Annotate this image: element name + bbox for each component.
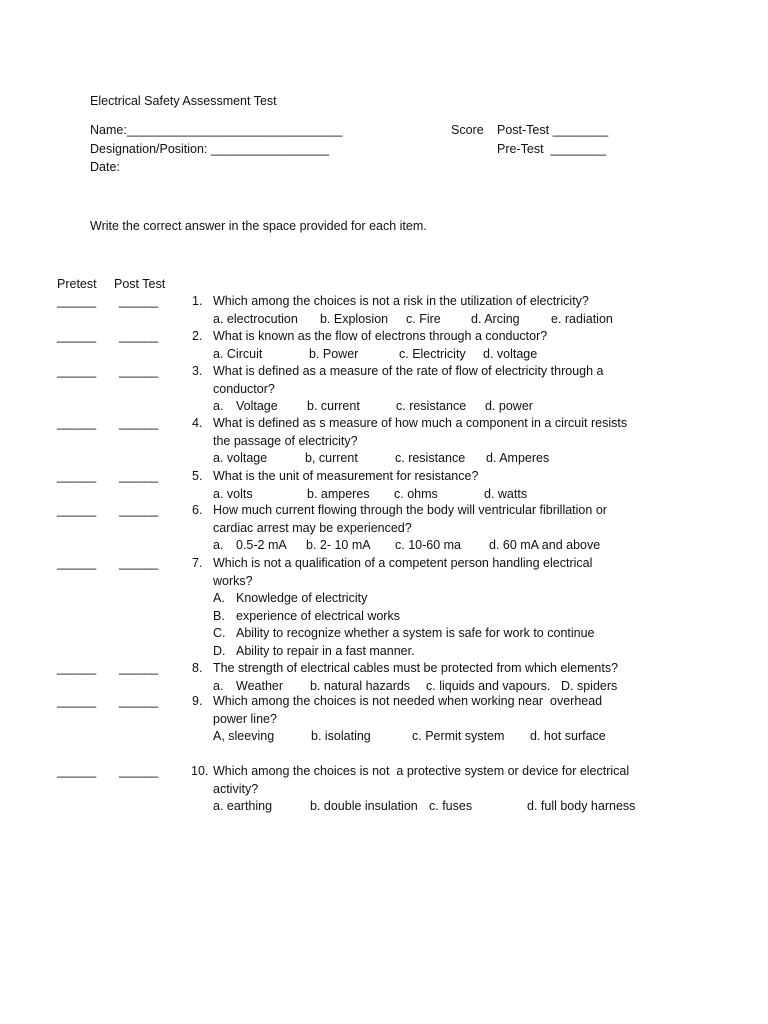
pretest-answer-blank[interactable]: ______ bbox=[57, 503, 96, 517]
question-text: Which is not a qualification of a competent person handling electrical bbox=[213, 556, 593, 570]
pretest-answer-blank[interactable]: ______ bbox=[57, 294, 96, 308]
pretest-answer-blank[interactable]: ______ bbox=[57, 661, 96, 675]
pretest-answer-blank[interactable]: ______ bbox=[57, 416, 96, 430]
answer-choice: c. Permit system bbox=[412, 729, 505, 743]
list-choice-letter: A. bbox=[213, 591, 225, 605]
question-text: the passage of electricity? bbox=[213, 433, 358, 448]
question-text: Which among the choices is not a risk in the utilization of electricity? bbox=[213, 294, 589, 308]
pretest-answer-blank[interactable]: ______ bbox=[57, 764, 96, 778]
posttest-answer-blank[interactable]: ______ bbox=[119, 556, 158, 570]
answer-choice: b. isolating bbox=[311, 729, 371, 743]
posttest-answer-blank[interactable]: ______ bbox=[119, 329, 158, 343]
question-number: 4. bbox=[192, 416, 203, 430]
answer-choice: d. watts bbox=[484, 486, 528, 501]
answer-choice: d. voltage bbox=[483, 346, 538, 361]
answer-choice: b. Power bbox=[309, 346, 359, 361]
answer-choice: b. natural hazards bbox=[310, 678, 411, 693]
answer-choice: Weather bbox=[236, 678, 284, 693]
answer-choice: b. amperes bbox=[307, 486, 370, 501]
list-choice-text: Knowledge of electricity bbox=[236, 591, 368, 605]
question-text: What is defined as s measure of how much a component in a circuit resists bbox=[213, 416, 628, 430]
answer-choice: d. Amperes bbox=[486, 451, 550, 465]
pretest-answer-blank[interactable]: ______ bbox=[57, 556, 96, 570]
answer-choice: d. hot surface bbox=[530, 729, 606, 743]
posttest-answer-blank[interactable]: ______ bbox=[119, 661, 158, 675]
list-choice-letter: D. bbox=[213, 643, 226, 658]
question-text: power line? bbox=[213, 711, 277, 726]
pretest-answer-blank[interactable]: ______ bbox=[57, 469, 96, 483]
designation-field: Designation/Position: _________________ bbox=[90, 142, 330, 156]
question-text: How much current flowing through the body will ventricular fibrillation or bbox=[213, 503, 607, 517]
question-number: 10. bbox=[191, 764, 209, 778]
answer-choice: d. full body harness bbox=[527, 799, 636, 813]
answer-choice: d. 60 mA and above bbox=[489, 538, 601, 552]
question-text: Which among the choices is not needed when working near overhead bbox=[213, 694, 603, 708]
post-test-score: Post-Test ________ bbox=[497, 123, 609, 137]
question-text: Which among the choices is not a protective system or device for electrical bbox=[213, 764, 630, 778]
answer-choice: a. bbox=[213, 538, 224, 552]
question-text: activity? bbox=[213, 781, 259, 796]
answer-choice: 0.5-2 mA bbox=[236, 538, 287, 552]
answer-choice: c. resistance bbox=[396, 399, 467, 413]
question-text: conductor? bbox=[213, 381, 275, 396]
question-number: 5. bbox=[192, 469, 203, 483]
answer-choice: b, current bbox=[305, 451, 358, 465]
date-field: Date: bbox=[90, 160, 120, 174]
list-choice-text: Ability to recognize whether a system is safe for work to continue bbox=[236, 626, 595, 640]
score-label: Score bbox=[451, 123, 484, 137]
pretest-answer-blank[interactable]: ______ bbox=[57, 694, 96, 708]
answer-choice: c. 10-60 ma bbox=[395, 538, 462, 552]
answer-choice: A, sleeving bbox=[213, 729, 275, 743]
answer-choice: b. Explosion bbox=[320, 311, 389, 326]
answer-choice: b. current bbox=[307, 399, 360, 413]
answer-choice: Voltage bbox=[236, 399, 278, 413]
answer-choice: D. spiders bbox=[561, 678, 618, 693]
posttest-answer-blank[interactable]: ______ bbox=[119, 294, 158, 308]
answer-choice: a. bbox=[213, 678, 224, 693]
pretest-answer-blank[interactable]: ______ bbox=[57, 364, 96, 378]
answer-choice: b. 2- 10 mA bbox=[306, 538, 371, 552]
pretest-answer-blank[interactable]: ______ bbox=[57, 329, 96, 343]
answer-choice: c. Fire bbox=[406, 311, 441, 326]
question-number: 8. bbox=[192, 661, 203, 675]
posttest-answer-blank[interactable]: ______ bbox=[119, 503, 158, 517]
posttest-column-header: Post Test bbox=[114, 277, 166, 291]
name-field: Name:_______________________________ bbox=[90, 123, 343, 137]
question-text: The strength of electrical cables must be protected from which elements? bbox=[213, 661, 619, 675]
question-text: cardiac arrest may be experienced? bbox=[213, 520, 412, 535]
answer-choice: a. electrocution bbox=[213, 311, 298, 326]
posttest-answer-blank[interactable]: ______ bbox=[119, 469, 158, 483]
question-text: What is the unit of measurement for resistance? bbox=[213, 469, 479, 483]
question-number: 7. bbox=[192, 556, 203, 570]
list-choice-text: Ability to repair in a fast manner. bbox=[236, 643, 415, 658]
instruction-text: Write the correct answer in the space provided for each item. bbox=[90, 219, 427, 233]
answer-choice: c. resistance bbox=[395, 451, 466, 465]
answer-choice: a. Circuit bbox=[213, 346, 263, 361]
question-number: 2. bbox=[192, 329, 203, 343]
answer-choice: c. liquids and vapours. bbox=[426, 678, 551, 693]
question-number: 3. bbox=[192, 364, 203, 378]
pretest-column-header: Pretest bbox=[57, 277, 97, 291]
list-choice-letter: C. bbox=[213, 626, 226, 640]
question-text: What is known as the flow of electrons through a conductor? bbox=[213, 329, 548, 343]
document-title: Electrical Safety Assessment Test bbox=[90, 94, 277, 108]
list-choice-letter: B. bbox=[213, 608, 225, 623]
answer-choice: d. Arcing bbox=[471, 311, 520, 326]
answer-choice: a. voltage bbox=[213, 451, 268, 465]
answer-choice: e. radiation bbox=[551, 311, 613, 326]
question-text: works? bbox=[213, 573, 253, 588]
answer-choice: b. double insulation bbox=[310, 799, 418, 813]
answer-choice: a. earthing bbox=[213, 799, 273, 813]
answer-choice: c. ohms bbox=[394, 486, 438, 501]
answer-choice: d. power bbox=[485, 399, 533, 413]
posttest-answer-blank[interactable]: ______ bbox=[119, 364, 158, 378]
question-text: What is defined as a measure of the rate of flow of electricity through a bbox=[213, 364, 604, 378]
answer-choice: a. bbox=[213, 399, 224, 413]
posttest-answer-blank[interactable]: ______ bbox=[119, 764, 158, 778]
question-number: 9. bbox=[192, 694, 203, 708]
pre-test-score: Pre-Test ________ bbox=[497, 142, 607, 156]
answer-choice: c. Electricity bbox=[399, 346, 466, 361]
question-number: 1. bbox=[192, 294, 203, 308]
question-number: 6. bbox=[192, 503, 203, 517]
answer-choice: a. volts bbox=[213, 486, 253, 501]
posttest-answer-blank[interactable]: ______ bbox=[119, 416, 158, 430]
posttest-answer-blank[interactable]: ______ bbox=[119, 694, 158, 708]
answer-choice: c. fuses bbox=[429, 799, 473, 813]
list-choice-text: experience of electrical works bbox=[236, 608, 400, 623]
